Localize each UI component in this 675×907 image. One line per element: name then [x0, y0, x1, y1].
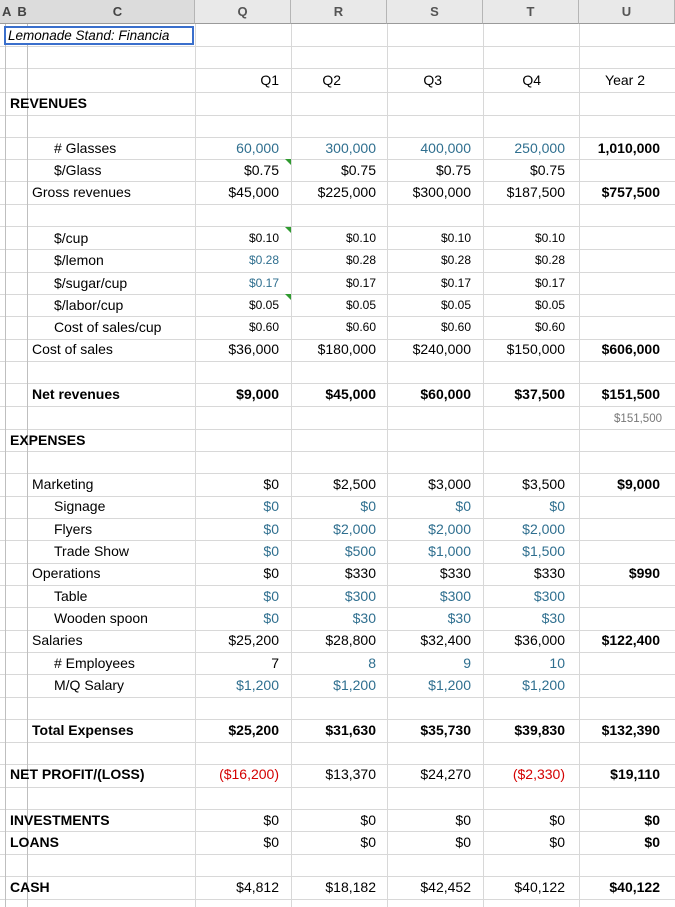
- row-value[interactable]: 1,010,000: [597, 140, 660, 156]
- row-value[interactable]: $28,800: [325, 632, 376, 648]
- row-value[interactable]: $1,200: [333, 677, 376, 693]
- row-value[interactable]: 250,000: [514, 140, 565, 156]
- row-label: Marketing: [32, 476, 94, 492]
- grid-row-line: [0, 406, 675, 407]
- row-value[interactable]: $0: [263, 498, 279, 514]
- row-label: LOANS: [10, 834, 59, 850]
- row-value[interactable]: $45,000: [228, 184, 279, 200]
- row-label: Wooden spoon: [54, 610, 148, 626]
- row-value[interactable]: $0: [263, 543, 279, 559]
- row-value[interactable]: $0: [263, 812, 279, 828]
- comment-marker[interactable]: [285, 294, 291, 300]
- row-value[interactable]: 60,000: [236, 140, 279, 156]
- row-value[interactable]: $0.17: [248, 276, 279, 290]
- column-header-b[interactable]: B: [17, 4, 27, 19]
- row-value[interactable]: $0: [263, 476, 279, 492]
- row-value[interactable]: $1,200: [428, 677, 471, 693]
- row-value[interactable]: $500: [344, 543, 376, 559]
- row-value[interactable]: $0: [549, 834, 565, 850]
- section-revenues: REVENUES: [10, 95, 88, 111]
- row-label: $/sugar/cup: [54, 275, 128, 291]
- column-header-r[interactable]: R: [291, 0, 387, 24]
- column-header-t[interactable]: T: [483, 0, 579, 24]
- row-value[interactable]: 7: [271, 655, 279, 671]
- row-value[interactable]: $9,000: [236, 386, 279, 402]
- row-value[interactable]: $40,122: [514, 879, 565, 895]
- row-label: Total Expenses: [32, 722, 134, 738]
- row-value[interactable]: $0: [360, 498, 376, 514]
- row-label: Cost of sales/cup: [54, 319, 162, 335]
- row-value[interactable]: 300,000: [325, 140, 376, 156]
- row-value[interactable]: $9,000: [617, 476, 660, 492]
- row-value[interactable]: $0.75: [340, 162, 376, 178]
- row-value[interactable]: $0: [360, 834, 376, 850]
- grid-row-line: [0, 226, 675, 227]
- row-value[interactable]: $757,500: [601, 184, 660, 200]
- row-value[interactable]: 10: [549, 655, 565, 671]
- column-header-c[interactable]: C: [112, 4, 123, 19]
- row-value[interactable]: $0.28: [248, 253, 279, 267]
- row-label: $/lemon: [54, 252, 104, 268]
- row-label: $/Glass: [54, 162, 102, 178]
- row-value[interactable]: $45,000: [325, 386, 376, 402]
- row-value[interactable]: $300: [344, 588, 376, 604]
- row-value[interactable]: $25,200: [228, 722, 279, 738]
- row-value[interactable]: $0.05: [345, 298, 376, 312]
- row-value[interactable]: $24,270: [420, 766, 471, 782]
- row-value[interactable]: $0.28: [534, 253, 565, 267]
- grid-row-line: [0, 451, 675, 452]
- grid-row-line: [0, 742, 675, 743]
- row-value[interactable]: $0.75: [243, 162, 279, 178]
- section-expenses: EXPENSES: [10, 432, 86, 448]
- row-value[interactable]: $225,000: [317, 184, 376, 200]
- row-label: INVESTMENTS: [10, 812, 110, 828]
- row-value[interactable]: $0.60: [345, 320, 376, 334]
- row-value[interactable]: $30: [541, 610, 565, 626]
- row-value[interactable]: $18,182: [325, 879, 376, 895]
- row-value[interactable]: $187,500: [506, 184, 565, 200]
- row-value[interactable]: $1,200: [522, 677, 565, 693]
- row-value[interactable]: $330: [344, 565, 376, 581]
- row-value[interactable]: $0.10: [345, 231, 376, 245]
- row-label: $/labor/cup: [54, 297, 124, 313]
- row-label: Trade Show: [54, 543, 129, 559]
- row-value[interactable]: $39,830: [514, 722, 565, 738]
- row-value[interactable]: ($16,200): [219, 766, 279, 782]
- grid-row-line: [0, 68, 675, 69]
- row-label: Flyers: [54, 521, 93, 537]
- grid-row-line: [0, 429, 675, 430]
- row-value[interactable]: $122,400: [601, 632, 660, 648]
- row-value[interactable]: $0: [644, 812, 660, 828]
- row-value[interactable]: $0.75: [435, 162, 471, 178]
- row-value[interactable]: $30: [447, 610, 471, 626]
- row-value[interactable]: $0: [549, 498, 565, 514]
- row-value[interactable]: $36,000: [514, 632, 565, 648]
- row-value[interactable]: $606,000: [601, 341, 660, 357]
- comment-marker[interactable]: [285, 159, 291, 165]
- row-value[interactable]: $19,110: [610, 766, 660, 782]
- column-header-abc[interactable]: [0, 0, 195, 24]
- row-value[interactable]: $2,500: [333, 476, 376, 492]
- grid-row-line: [0, 46, 675, 47]
- row-value[interactable]: $0.05: [534, 298, 565, 312]
- row-label: # Employees: [54, 655, 135, 671]
- net-revenues-note: $151,500: [614, 413, 662, 425]
- row-value[interactable]: $0: [263, 834, 279, 850]
- row-label: M/Q Salary: [54, 677, 125, 693]
- row-value[interactable]: $0.28: [440, 253, 471, 267]
- row-value[interactable]: $25,200: [228, 632, 279, 648]
- grid-row-line: [0, 787, 675, 788]
- row-label: $/cup: [54, 230, 89, 246]
- row-value[interactable]: $300: [439, 588, 471, 604]
- row-label: Signage: [54, 498, 106, 514]
- row-value[interactable]: $13,370: [325, 766, 376, 782]
- row-value[interactable]: $2,000: [333, 521, 376, 537]
- row-value[interactable]: $0.60: [248, 320, 279, 334]
- row-value[interactable]: $0: [263, 521, 279, 537]
- row-value[interactable]: $2,000: [522, 521, 565, 537]
- comment-marker[interactable]: [285, 227, 291, 233]
- grid-col-line: [5, 24, 6, 907]
- row-value[interactable]: $0.60: [440, 320, 471, 334]
- grid-row-line: [0, 115, 675, 116]
- row-value[interactable]: $0.60: [534, 320, 565, 334]
- row-value[interactable]: $0.10: [534, 231, 565, 245]
- row-value[interactable]: $32,400: [420, 632, 471, 648]
- row-label: # Glasses: [54, 140, 117, 156]
- row-value[interactable]: $0: [263, 565, 279, 581]
- row-value[interactable]: $1,200: [236, 677, 279, 693]
- row-value[interactable]: $180,000: [317, 341, 376, 357]
- row-value[interactable]: $30: [352, 610, 376, 626]
- row-value[interactable]: $0: [644, 834, 660, 850]
- period-header-q2: Q2: [322, 72, 341, 88]
- row-value[interactable]: $36,000: [228, 341, 279, 357]
- row-value[interactable]: $0: [263, 588, 279, 604]
- row-value[interactable]: $31,630: [325, 722, 376, 738]
- row-value[interactable]: $151,500: [601, 386, 660, 402]
- row-value[interactable]: $1,000: [428, 543, 471, 559]
- column-header-s[interactable]: S: [387, 0, 483, 24]
- row-value[interactable]: $3,500: [522, 476, 565, 492]
- row-value[interactable]: $330: [439, 565, 471, 581]
- row-label: CASH: [10, 879, 50, 895]
- row-label: NET PROFIT/(LOSS): [10, 766, 145, 782]
- row-value[interactable]: $0.10: [440, 231, 471, 245]
- row-value[interactable]: ($2,330): [512, 766, 565, 782]
- grid-row-line: [0, 361, 675, 362]
- row-label: Table: [54, 588, 88, 604]
- row-value[interactable]: $3,000: [428, 476, 471, 492]
- row-value[interactable]: 9: [463, 655, 471, 671]
- row-value[interactable]: $0.28: [345, 253, 376, 267]
- row-value[interactable]: $0: [263, 610, 279, 626]
- row-value[interactable]: $300: [533, 588, 565, 604]
- row-value[interactable]: $60,000: [420, 386, 471, 402]
- grid-row-line: [0, 92, 675, 93]
- row-label: Salaries: [32, 632, 83, 648]
- row-value[interactable]: 8: [368, 655, 376, 671]
- column-header-q[interactable]: Q: [195, 0, 291, 24]
- row-value[interactable]: $240,000: [412, 341, 471, 357]
- row-label: Gross revenues: [32, 184, 131, 200]
- row-value[interactable]: $0.05: [248, 298, 279, 312]
- row-value[interactable]: $0.17: [534, 276, 565, 290]
- period-header-q1: Q1: [260, 72, 279, 88]
- row-label: Net revenues: [32, 386, 120, 402]
- row-value[interactable]: $0.10: [248, 231, 279, 245]
- grid-row-line: [0, 697, 675, 698]
- row-value[interactable]: $0: [549, 812, 565, 828]
- row-value[interactable]: $37,500: [514, 386, 565, 402]
- column-header-a[interactable]: A: [2, 4, 12, 19]
- row-value[interactable]: $2,000: [428, 521, 471, 537]
- row-value[interactable]: $0.17: [440, 276, 471, 290]
- row-value[interactable]: $132,390: [601, 722, 660, 738]
- row-value[interactable]: $0: [455, 834, 471, 850]
- period-header-q4: Q4: [522, 72, 541, 88]
- row-value[interactable]: $150,000: [506, 341, 565, 357]
- row-value[interactable]: $4,812: [236, 879, 279, 895]
- row-value[interactable]: $300,000: [412, 184, 471, 200]
- row-value[interactable]: $1,500: [522, 543, 565, 559]
- row-value[interactable]: $35,730: [420, 722, 471, 738]
- row-value[interactable]: $40,122: [609, 879, 660, 895]
- row-value[interactable]: $0.17: [345, 276, 376, 290]
- column-header-u[interactable]: U: [579, 0, 675, 24]
- row-value[interactable]: $990: [628, 565, 660, 581]
- row-value[interactable]: $0.05: [440, 298, 471, 312]
- row-value[interactable]: 400,000: [420, 140, 471, 156]
- row-value[interactable]: $330: [533, 565, 565, 581]
- row-value[interactable]: $0: [360, 812, 376, 828]
- row-value[interactable]: $0: [455, 498, 471, 514]
- grid-row-line: [0, 854, 675, 855]
- row-label: Operations: [32, 565, 101, 581]
- grid-row-line: [0, 899, 675, 900]
- row-label: Cost of sales: [32, 341, 113, 357]
- row-value[interactable]: $0.75: [529, 162, 565, 178]
- row-value[interactable]: $0: [455, 812, 471, 828]
- sheet-title-cell[interactable]: Lemonade Stand: Financia: [4, 26, 194, 45]
- grid-row-line: [0, 204, 675, 205]
- period-header-q3: Q3: [423, 72, 442, 88]
- period-header-year2: Year 2: [605, 72, 645, 88]
- row-value[interactable]: $42,452: [420, 879, 471, 895]
